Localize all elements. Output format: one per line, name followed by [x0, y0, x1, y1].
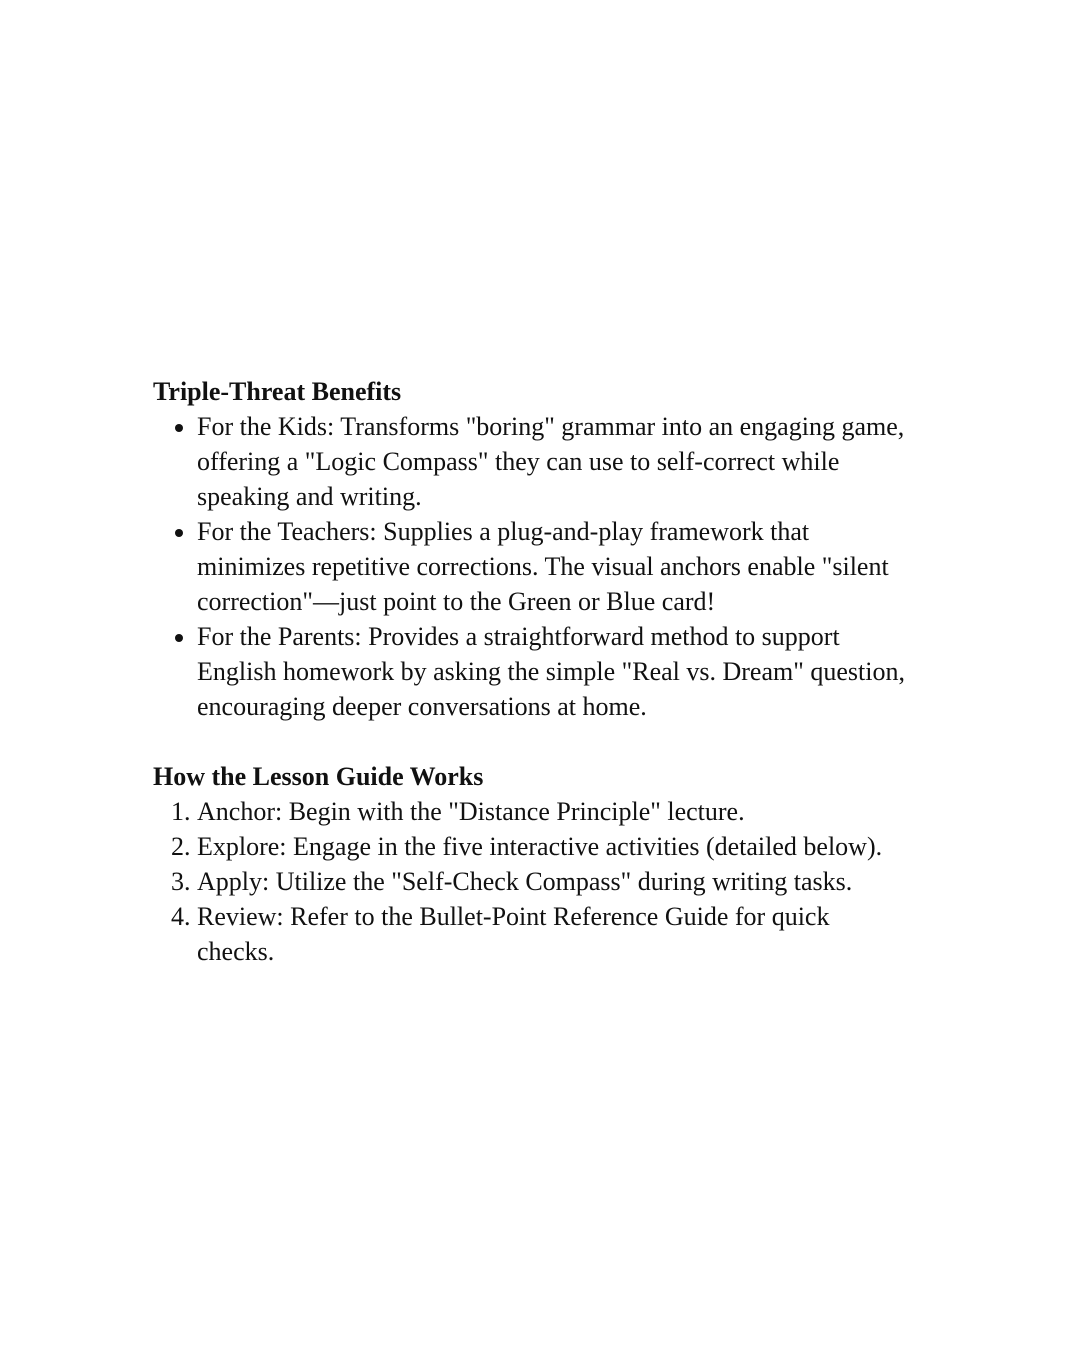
- section-heading-triple-threat-benefits: Triple-Threat Benefits: [153, 377, 402, 406]
- section-lesson-guide: [153, 759, 913, 969]
- lesson-guide-steps-list: [153, 794, 913, 969]
- benefit-item-parents: • For the Parents: Provides a straightforward method to support English homework by asking the simple "Real vs. Dream" question, encouraging deeper conversations at home.: [197, 619, 913, 724]
- section-triple-threat-benefits: [153, 374, 913, 724]
- benefit-item-teachers: • For the Teachers: Supplies a plug-and-play framework that minimizes repetitive corrections. The visual anchors enable "silent correction"—just point to the Green or Blue card!: [197, 514, 913, 619]
- step-item-explore: 2. Explore: Engage in the five interactive activities (detailed below).: [197, 829, 913, 864]
- step-item-review: 4. Review: Refer to the Bullet-Point Reference Guide for quick checks.: [197, 899, 913, 969]
- step-item-anchor: 1. Anchor: Begin with the "Distance Principle" lecture.: [197, 794, 913, 829]
- document-content: [153, 374, 913, 969]
- step-item-apply: 3. Apply: Utilize the "Self-Check Compass" during writing tasks.: [197, 864, 913, 899]
- section-heading-lesson-guide: How the Lesson Guide Works: [153, 762, 484, 791]
- benefits-bullet-list: [153, 409, 913, 724]
- benefit-item-kids: • For the Kids: Transforms "boring" grammar into an engaging game, offering a "Logic Compass" they can use to self-correct while speaking and writing.: [197, 409, 913, 514]
